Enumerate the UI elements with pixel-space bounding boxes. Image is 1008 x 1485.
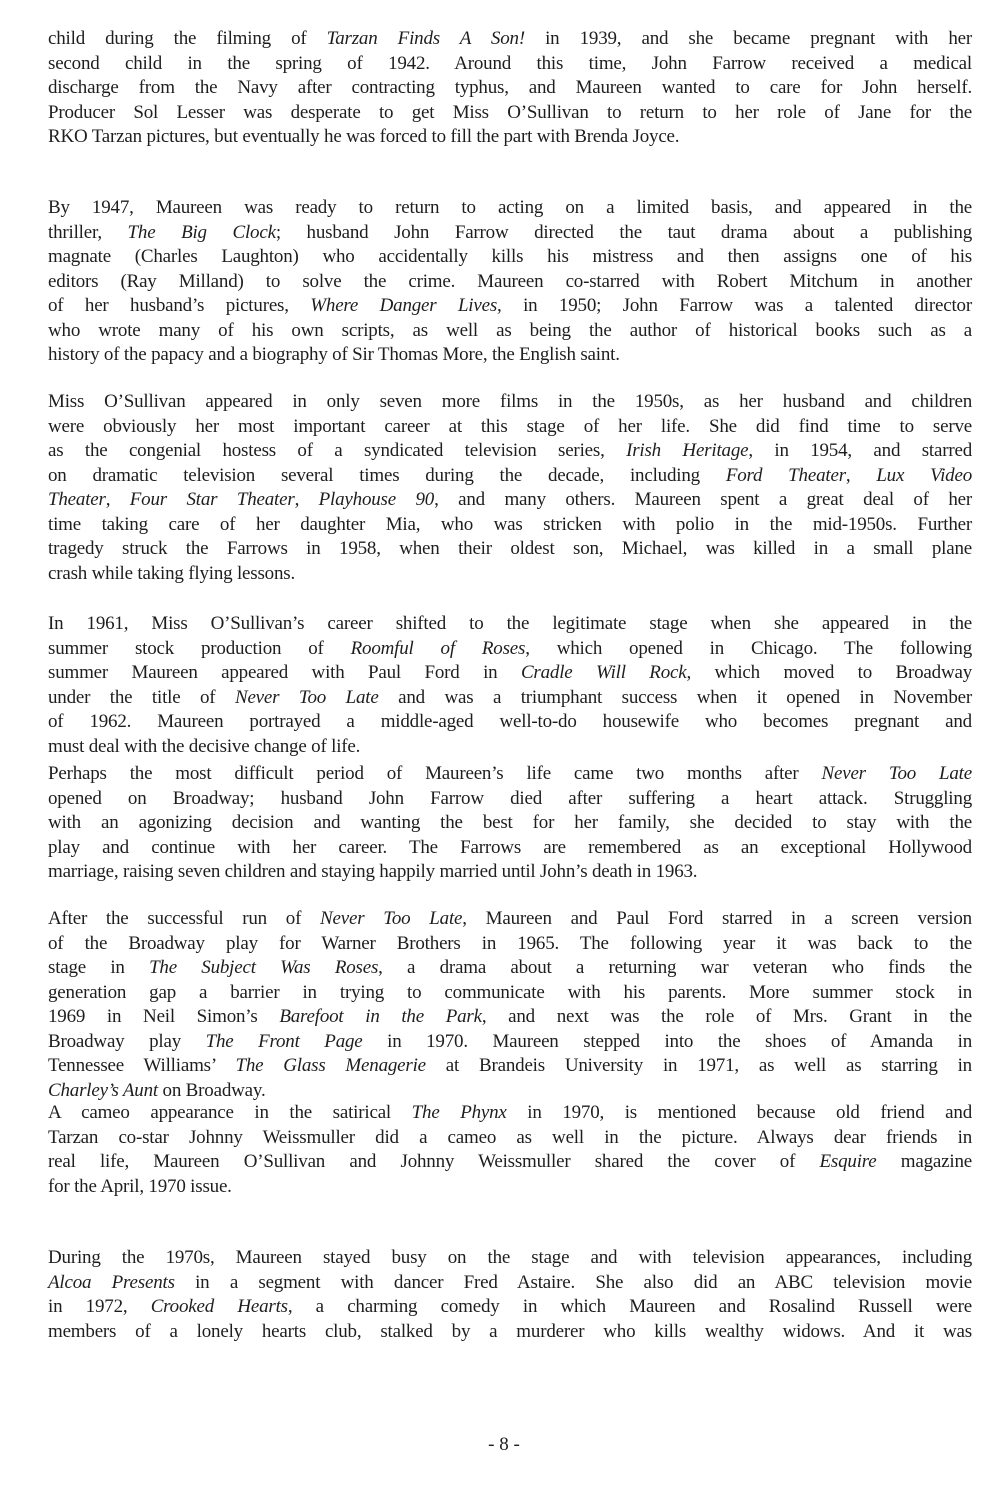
text-line: opened on Broadway; husband John Farrow died after suffering a heart attack. Struggling xyxy=(48,787,972,809)
text-line: stage in The Subject Was Roses, a drama about a returning war veteran who finds the xyxy=(48,957,972,978)
text-line: Perhaps the most difficult period of Maureen’s life came two months after Never Too Late xyxy=(48,763,972,784)
text-line: RKO Tarzan pictures, but eventually he was forced to fill the part with Brenda Joyce. xyxy=(48,126,680,147)
title-italic: Irish Heritage xyxy=(626,440,749,461)
text-line: magnate (Charles Laughton) who accidentally kills his mistress and then assigns one of his xyxy=(48,246,972,267)
title-italic: The Glass Menagerie xyxy=(235,1055,426,1076)
title-italic: Cradle Will Rock xyxy=(520,662,687,683)
text-line: Theater, Four Star Theater, Playhouse 90, and many others. Maureen spent a great deal of her xyxy=(48,489,972,510)
title-italic: The Subject Was Roses xyxy=(149,957,379,978)
title-italic: Where Danger Lives xyxy=(310,295,498,316)
text-line: crash while taking flying lessons. xyxy=(48,562,296,584)
title-italic: Alcoa Presents xyxy=(48,1271,175,1293)
text-line: with an agonizing decision and wanting the best for her family, she decided to stay with the xyxy=(48,812,972,833)
text-line: Broadway play The Front Page in 1970. Maureen stepped into the shoes of Amanda in xyxy=(48,1030,972,1052)
title-italic: Playhouse 90 xyxy=(318,489,435,510)
text-line: Producer Sol Lesser was desperate to get Miss O’Sullivan to return to her role of Jane for the xyxy=(48,101,972,123)
text-line: of the Broadway play for Warner Brothers in 1965. The following year it was back to the xyxy=(48,932,972,954)
paragraph xyxy=(48,762,972,885)
text-line: Tennessee Williams’ The Glass Menagerie at Brandeis University in 1971, as well as starring in xyxy=(48,1055,972,1076)
title-italic: Ford Theater xyxy=(725,464,846,486)
title-italic: Never Too Late xyxy=(234,686,379,708)
text-line: summer stock production of Roomful of Roses, which opened in Chicago. The following xyxy=(48,637,973,659)
paragraph xyxy=(48,390,972,586)
text-line: After the successful run of Never Too Late, Maureen and Paul Ford starred in a screen version xyxy=(48,908,972,929)
text-line: members of a lonely hearts club, stalked by a murderer who kills wealthy widows. And it was xyxy=(48,1320,972,1342)
text-line: A cameo appearance in the satirical The Phynx in 1970, is mentioned because old friend and xyxy=(48,1102,972,1123)
text-line: in 1972, Crooked Hearts, a charming comedy in which Maureen and Rosalind Russell were xyxy=(48,1296,972,1317)
text-line: of her husband’s pictures, Where Danger Lives, in 1950; John Farrow was a talented director xyxy=(48,295,972,316)
text-line: play and continue with her career. The Farrows are remembered as an exceptional Hollywood xyxy=(48,836,972,858)
title-italic: Crooked Hearts xyxy=(150,1296,288,1317)
text-line: During the 1970s, Maureen stayed busy on the stage and with television appearances, including xyxy=(48,1247,972,1268)
title-italic: Lux Video xyxy=(876,464,972,486)
text-line: under the title of Never Too Late and was a triumphant success when it opened in November xyxy=(48,686,972,708)
text-line: second child in the spring of 1942. Around this time, John Farrow received a medical xyxy=(48,52,972,74)
text-line: thriller, The Big Clock; husband John Farrow directed the taut drama about a publishing xyxy=(48,221,972,243)
title-italic: Never Too Late xyxy=(320,908,463,929)
title-italic: Theater xyxy=(48,489,106,510)
text-line: Miss O’Sullivan appeared in only seven more films in the 1950s, as her husband and children xyxy=(48,391,972,412)
text-line: tragedy struck the Farrows in 1958, when their oldest son, Michael, was killed in a small plane xyxy=(48,538,972,559)
paragraph xyxy=(48,907,972,1103)
text-line: must deal with the decisive change of life. xyxy=(48,735,361,757)
title-italic: The Big Clock xyxy=(127,221,276,243)
text-line: of 1962. Maureen portrayed a middle-aged well-to-do housewife who becomes pregnant and xyxy=(48,711,972,732)
paragraph xyxy=(48,612,972,759)
text-line: real life, Maureen O’Sullivan and Johnny Weissmuller shared the cover of Esquire magazine xyxy=(48,1151,972,1172)
text-line: Charley’s Aunt on Broadway. xyxy=(48,1079,266,1101)
text-line: 1969 in Neil Simon’s Barefoot in the Park, and next was the role of Mrs. Grant in the xyxy=(48,1006,973,1027)
title-italic: Charley’s Aunt xyxy=(48,1079,158,1101)
paragraph xyxy=(48,1101,972,1199)
page-number: - 8 - xyxy=(488,1434,520,1455)
text-line: In 1961, Miss O’Sullivan’s career shifted to the legitimate stage when she appeared in the xyxy=(48,613,972,634)
text-line: discharge from the Navy after contracting typhus, and Maureen wanted to care for John herself. xyxy=(48,77,972,98)
paragraph xyxy=(48,1246,972,1344)
text-line: Alcoa Presents in a segment with dancer Fred Astaire. She also did an ABC television movie xyxy=(48,1271,972,1293)
text-line: for the April, 1970 issue. xyxy=(48,1175,232,1197)
text-line: summer Maureen appeared with Paul Ford in Cradle Will Rock, which moved to Broadway xyxy=(48,662,972,683)
text-line: editors (Ray Milland) to solve the crime. Maureen co-starred with Robert Mitchum in another xyxy=(48,270,972,292)
text-line: time taking care of her daughter Mia, who was stricken with polio in the mid-1950s. Further xyxy=(48,513,972,535)
title-italic: Four Star Theater xyxy=(129,489,295,510)
text-line: child during the filming of Tarzan Finds A Son! in 1939, and she became pregnant with her xyxy=(48,28,972,49)
title-italic: Tarzan Finds A Son! xyxy=(326,28,525,49)
title-italic: Never Too Late xyxy=(821,763,972,784)
text-line: as the congenial hostess of a syndicated television series, Irish Heritage, in 1954, and starred xyxy=(48,440,972,461)
title-italic: Esquire xyxy=(819,1151,877,1172)
title-italic: Roomful of Roses xyxy=(350,637,526,659)
text-line: history of the papacy and a biography of Sir Thomas More, the English saint. xyxy=(48,344,620,365)
text-line: marriage, raising seven children and staying happily married until John’s death in 1963. xyxy=(48,861,698,882)
title-italic: The Phynx xyxy=(411,1102,507,1123)
title-italic: The Front Page xyxy=(205,1030,363,1052)
text-line: who wrote many of his own scripts, as well as being the author of historical books such as a xyxy=(48,319,972,341)
paragraph xyxy=(48,27,972,150)
title-italic: Barefoot in the Park xyxy=(279,1006,482,1027)
text-line: were obviously her most important career at this stage of her life. She did find time to serve xyxy=(48,415,972,437)
text-line: By 1947, Maureen was ready to return to acting on a limited basis, and appeared in the xyxy=(48,197,972,218)
paragraph xyxy=(48,196,972,368)
text-line: Tarzan co-star Johnny Weissmuller did a cameo as well in the picture. Always dear friends in xyxy=(48,1126,972,1148)
text-line: on dramatic television several times during the decade, including Ford Theater, Lux Video xyxy=(48,464,972,486)
text-line: generation gap a barrier in trying to communicate with his parents. More summer stock in xyxy=(48,981,972,1003)
